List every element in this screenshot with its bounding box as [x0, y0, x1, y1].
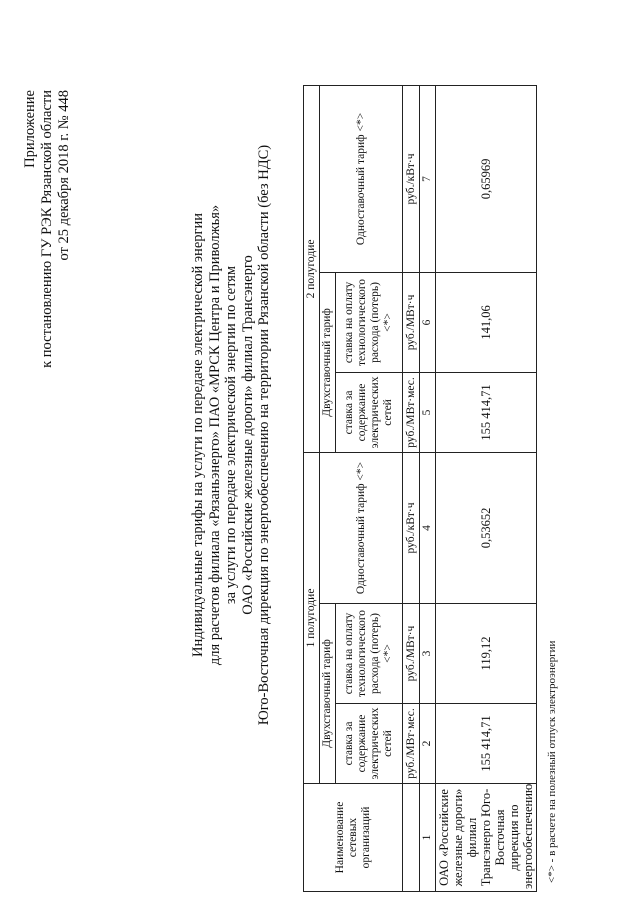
rate-maintenance-header-h2: ставка за содержание электрических сетей	[336, 372, 403, 452]
value-col-4: 0,53652	[436, 452, 537, 603]
value-col-2: 155 414,71	[436, 704, 537, 784]
rate-losses-header-h2: ставка на оплату технологического расхода (потерь) <*>	[336, 272, 403, 372]
col-number-6: 6	[420, 272, 436, 372]
appendix-date-number: от 25 декабря 2018 г. № 448	[56, 90, 72, 261]
half-1-header: 1 полугодие	[304, 452, 320, 783]
header-row-column-numbers	[420, 85, 436, 891]
col-number-4: 4	[420, 452, 436, 603]
col-number-1: 1	[420, 784, 436, 892]
value-col-3: 119,12	[436, 604, 537, 704]
unit-col-3: руб./МВт·ч	[403, 604, 420, 704]
value-col-6: 141,06	[436, 272, 537, 372]
unit-col-6: руб./МВт·ч	[403, 272, 420, 372]
two-part-tariff-header-h2: Двухставочный тариф	[320, 272, 336, 452]
footnote: <*> - в расчете на полезный отпуск электроэнергии	[546, 640, 558, 883]
unit-col-2: руб./МВт·мес.	[403, 704, 420, 784]
col-number-5: 5	[420, 372, 436, 452]
rate-losses-header-h1: ставка на оплату технологического расхода (потерь) <*>	[336, 604, 403, 704]
value-col-7: 0,65969	[436, 85, 537, 272]
header-row-tariff-types	[320, 85, 336, 891]
title-line-5: Юго-Восточная дирекция по энергообеспечению на территории Рязанской области (без НДС)	[256, 144, 272, 726]
title-line-2: для расчетов филиала «Рязаньэнерго» ПАО «МРСК Центра и Приволжья»	[206, 204, 223, 666]
half-2-header: 2 полугодие	[304, 85, 320, 452]
value-col-5: 155 414,71	[436, 372, 537, 452]
title-line-4: ОАО «Российские железные дороги» филиал Трансэнерго	[239, 255, 256, 615]
appendix-header	[22, 90, 73, 450]
table-row	[436, 85, 537, 891]
rate-maintenance-header-h1: ставка за содержание электрических сетей	[336, 704, 403, 784]
one-part-tariff-header-h1: Одноставочный тариф <*>	[320, 452, 403, 603]
header-row-units	[403, 85, 420, 891]
col-number-3: 3	[420, 604, 436, 704]
document-title	[190, 25, 273, 845]
col-number-7: 7	[420, 85, 436, 272]
col-number-2: 2	[420, 704, 436, 784]
unit-col-7: руб./кВт·ч	[403, 85, 420, 272]
title-line-3: за услуги по передаче электрической энергии по сетям	[223, 265, 239, 605]
appendix-label: Приложение	[22, 90, 38, 168]
tariff-table	[303, 85, 537, 892]
org-name-cell: ОАО «Российские железные дороги» филиал Трансэнерго Юго-Восточная дирекция по энергообеспечению	[436, 784, 537, 892]
title-line-1: Индивидуальные тарифы на услуги по передаче электрической энергии	[190, 213, 206, 657]
header-row-halves	[304, 85, 320, 891]
unit-col-5: руб./МВт·мес.	[403, 372, 420, 452]
org-name-header: Наименование сетевых организаций	[304, 784, 403, 892]
unit-empty	[403, 784, 420, 892]
appendix-resolution: к постановлению ГУ РЭК Рязанской области	[39, 90, 55, 368]
one-part-tariff-header-h2: Одноставочный тариф <*>	[320, 85, 403, 272]
unit-col-4: руб./кВт·ч	[403, 452, 420, 603]
two-part-tariff-header-h1: Двухставочный тариф	[320, 604, 336, 784]
